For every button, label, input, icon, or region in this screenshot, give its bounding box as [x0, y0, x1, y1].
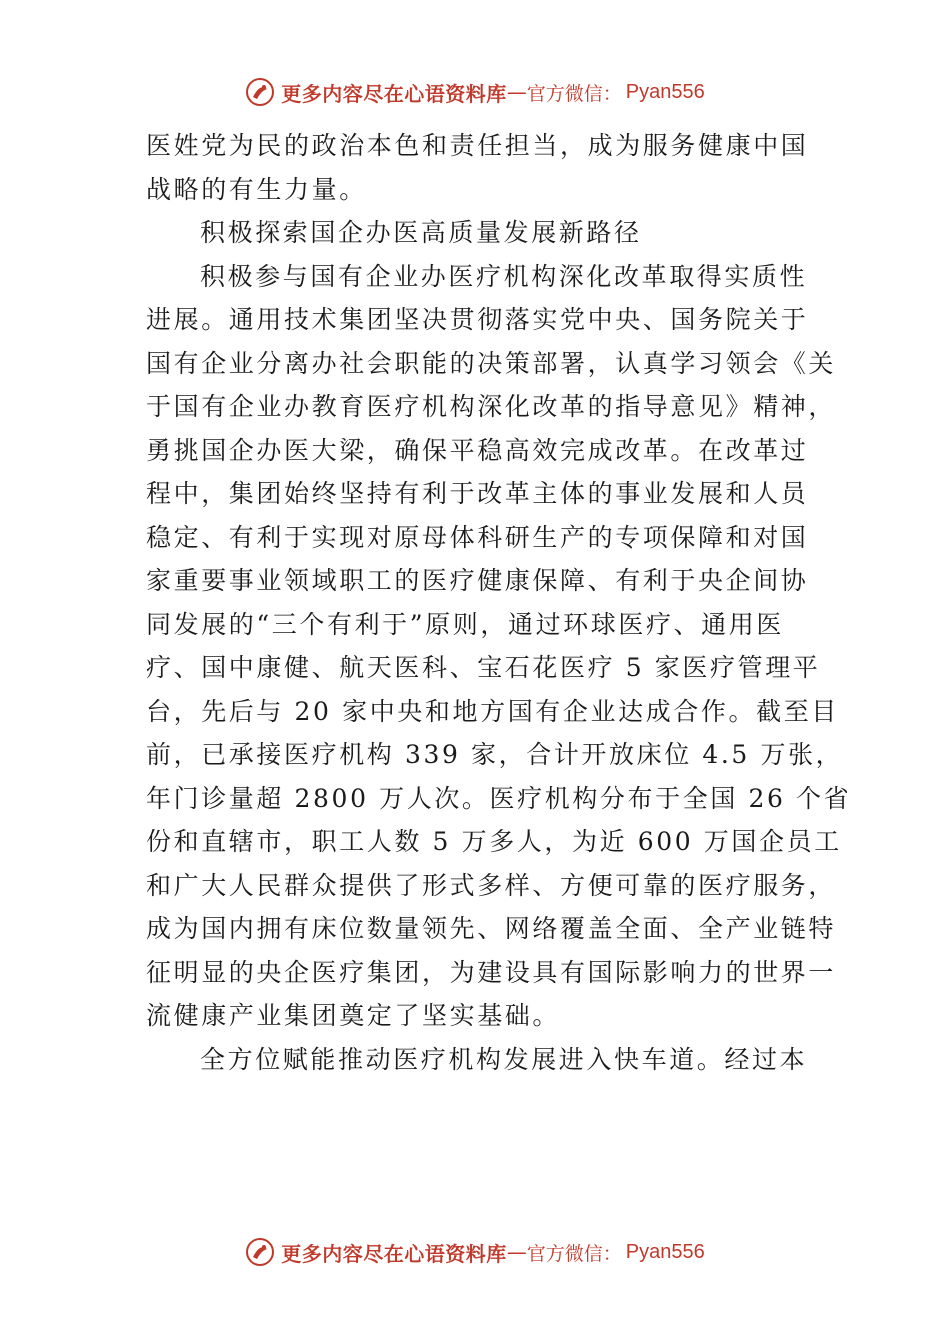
section-heading: 积极探索国企办医高质量发展新路径	[200, 218, 642, 247]
banner-dash: —	[506, 80, 527, 104]
text-line: 年门诊量超 2800 万人次。医疗机构分布于全国 26 个省	[146, 783, 852, 813]
text-line: 于国有企业办教育医疗机构深化改革的指导意见》精神，	[146, 392, 837, 421]
banner-site-text: 更多内容尽在心语资料库	[281, 81, 507, 106]
text-line: 份和直辖市，职工人数 5 万多人，为近 600 万国企员工	[146, 827, 842, 856]
footer-banner	[0, 1232, 950, 1272]
text-line: 全方位赋能推动医疗机构发展进入快车道。经过本	[200, 1044, 808, 1074]
text-line: 战略的有生力量。	[146, 174, 367, 204]
text-line: 流健康产业集团奠定了坚实基础。	[146, 1001, 561, 1030]
brand-logo-icon	[245, 77, 275, 107]
text-line: 成为国内拥有床位数量领先、网络覆盖全面、全产业链特	[146, 914, 837, 943]
header-banner	[0, 72, 950, 112]
banner-wechat-label: 官方微信：	[526, 82, 622, 105]
text-line: 家重要事业领域职工的医疗健康保障、有利于央企间协	[146, 566, 809, 595]
text-line: 程中，集团始终坚持有利于改革主体的事业发展和人员	[146, 479, 809, 508]
text-line: 勇挑国企办医大梁，确保平稳高效完成改革。在改革过	[146, 435, 809, 465]
document-body	[146, 124, 852, 1081]
text-line: 国有企业分离办社会职能的决策部署，认真学习领会《关	[146, 348, 837, 378]
text-line: 同发展的“三个有利于”原则，通过环球医疗、通用医	[146, 609, 784, 639]
text-line: 征明显的央企医疗集团，为建设具有国际影响力的世界一	[146, 957, 837, 987]
banner-dash: —	[506, 1240, 527, 1264]
text-line: 医姓党为民的政治本色和责任担当，成为服务健康中国	[146, 131, 809, 160]
text-line: 前，已承接医疗机构 339 家，合计开放床位 4.5 万张，	[146, 740, 844, 769]
text-line: 积极参与国有企业办医疗机构深化改革取得实质性	[200, 261, 808, 291]
banner-wechat-id: Pyan556	[625, 80, 705, 103]
text-line: 进展。通用技术集团坚决贯彻落实党中央、国务院关于	[146, 305, 809, 334]
text-line: 疗、国中康健、航天医科、宝石花医疗 5 家医疗管理平	[146, 653, 821, 682]
banner-site-text: 更多内容尽在心语资料库	[281, 1241, 507, 1266]
brand-logo-icon	[245, 1237, 275, 1267]
banner-wechat-label: 官方微信：	[526, 1242, 622, 1265]
text-line: 稳定、有利于实现对原母体科研生产的专项保障和对国	[146, 522, 809, 552]
text-line: 和广大人民群众提供了形式多样、方便可靠的医疗服务，	[146, 870, 837, 900]
text-line: 台，先后与 20 家中央和地方国有企业达成合作。截至目	[146, 696, 839, 726]
banner-wechat-id: Pyan556	[625, 1240, 705, 1263]
